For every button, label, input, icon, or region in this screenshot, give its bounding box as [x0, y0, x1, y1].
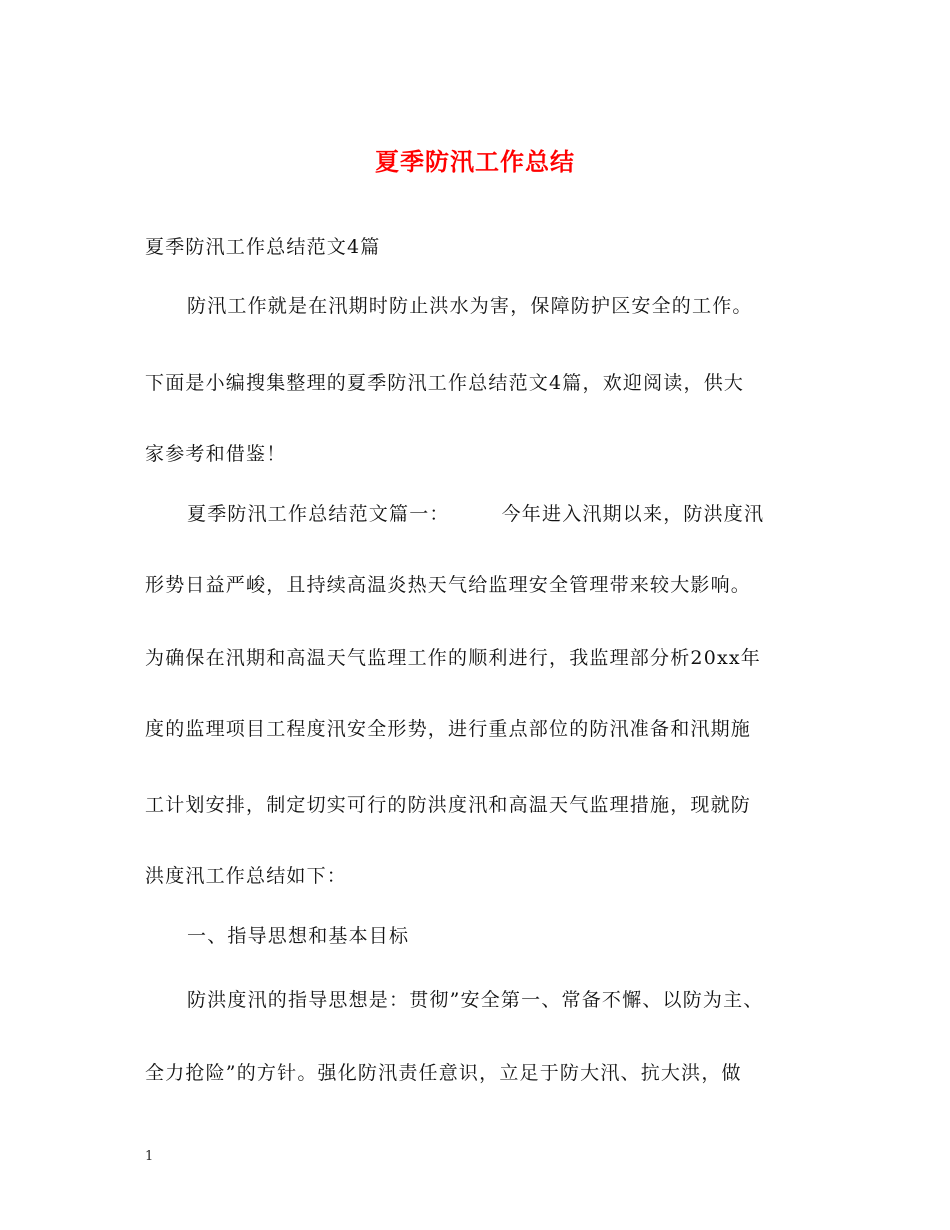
- section1-line-2: 全力抢险”的方针。强化防汛责任意识，立足于防大汛、抗大洪，做: [145, 1062, 742, 1084]
- essay1-line-3: 为确保在汛期和高温天气监理工作的顺利进行，我监理部分析20xx年: [145, 647, 762, 669]
- essay1-line-1-text: 今年进入汛期以来，防洪度汛: [501, 503, 765, 525]
- essay1-line-5: 工计划安排，制定切实可行的防洪度汛和高温天气监理措施，现就防: [145, 794, 752, 816]
- section1-heading: 一、指导思想和基本目标: [187, 925, 410, 947]
- document-title: 夏季防汛工作总结: [375, 148, 575, 176]
- intro-line-3: 家参考和借鉴！: [145, 443, 287, 465]
- intro-line-1: 防汛工作就是在汛期时防止洪水为害，保障防护区安全的工作。: [187, 295, 753, 317]
- essay1-line-4: 度的监理项目工程度汛安全形势，进行重点部位的防汛准备和汛期施: [145, 718, 752, 740]
- intro-line-2: 下面是小编搜集整理的夏季防汛工作总结范文4篇，欢迎阅读，供大: [145, 372, 745, 394]
- essay1-line-6: 洪度汛工作总结如下：: [145, 865, 348, 887]
- section1-line-1: 防洪度汛的指导思想是：贯彻”安全第一、常备不懈、以防为主、: [187, 989, 764, 1011]
- essay1-line-1: [187, 500, 764, 528]
- essay1-line-2: 形势日益严峻，且持续高温炎热天气给监理安全管理带来较大影响。: [145, 574, 752, 596]
- page-number: 1: [145, 1149, 154, 1164]
- essay1-label: 夏季防汛工作总结范文篇一：: [187, 503, 450, 525]
- document-subtitle: 夏季防汛工作总结范文4篇: [145, 236, 381, 258]
